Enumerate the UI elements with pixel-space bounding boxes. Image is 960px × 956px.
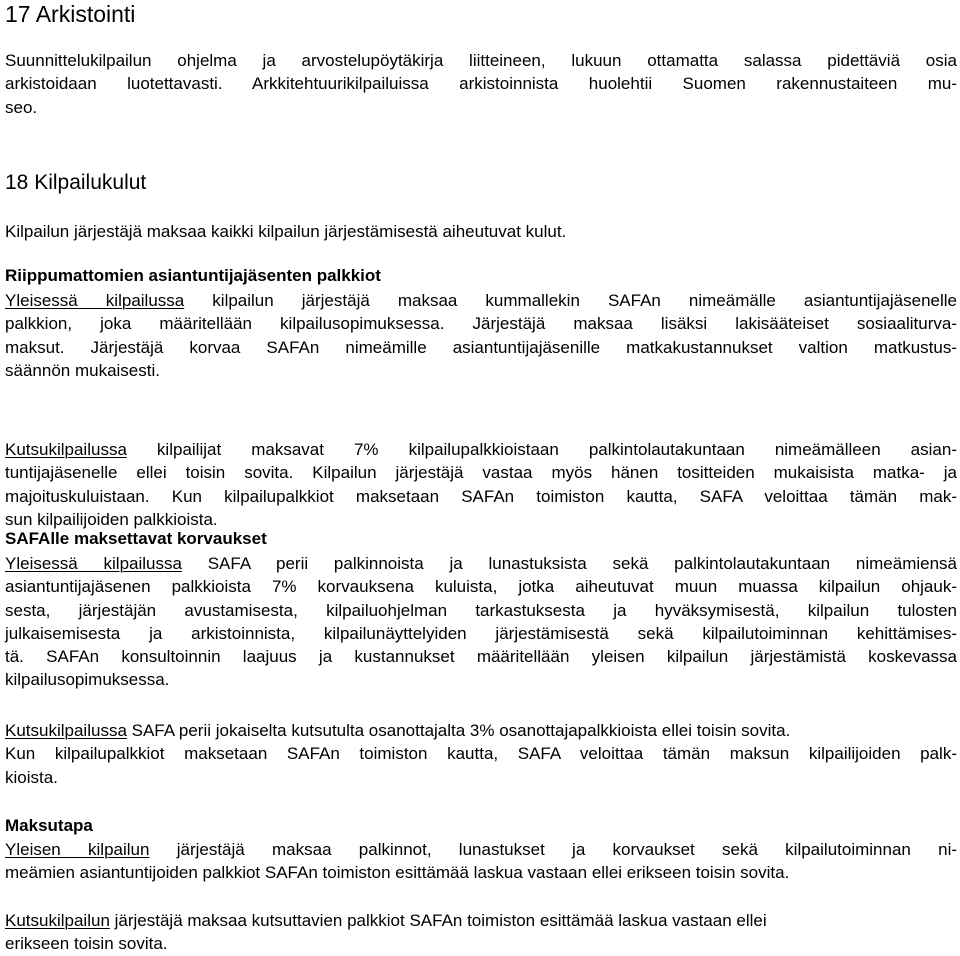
experts-invited-paragraph bbox=[5, 438, 957, 531]
section-17-title: 17 Arkistointi bbox=[5, 1, 136, 27]
payment-heading: Maksutapa bbox=[5, 816, 93, 835]
paragraph-line: Kutsukilpailussa SAFA perii jokaiselta kutsutulta osanottajalta 3% osanottajapalkkioista ellei toisin sovita. bbox=[5, 721, 791, 740]
general-competition-term: Yleisessä kilpailussa bbox=[5, 554, 182, 573]
archiving-paragraph bbox=[5, 49, 957, 119]
costs-intro-paragraph bbox=[5, 220, 957, 243]
paragraph-line: kilpailusopimuksessa. bbox=[5, 670, 170, 690]
paragraph-line: meämien asiantuntijoiden palkkiot SAFAn toimiston esittämää laskua vastaan ellei erikseen toisin sovita. bbox=[5, 863, 790, 883]
paragraph-line: asiantuntijajäsenen palkkioista 7% korvauksena kuluista, jotka aiheutuvat muun muassa kilpailun ohjauk- bbox=[5, 577, 957, 597]
paragraph-line: tuntijajäsenelle ellei toisin sovita. Kilpailun järjestäjä vastaa myös hänen tositteiden mukaisista matka- ja bbox=[5, 463, 957, 483]
paragraph-line: Yleisessä kilpailussa SAFA perii palkinnoista ja lunastuksista sekä palkintolautakuntaan nimeämiensä bbox=[5, 554, 958, 573]
paragraph-line: erikseen toisin sovita. bbox=[5, 934, 168, 954]
invited-competition-term: Kutsukilpailun bbox=[5, 911, 110, 930]
paragraph-line: Kutsukilpailun järjestäjä maksaa kutsuttavien palkkiot SAFAn toimiston esittämää laskua vastaan ellei bbox=[5, 911, 767, 930]
paragraph-line: säännön mukaisesti. bbox=[5, 360, 160, 380]
experts-fees-heading: Riippumattomien asiantuntijajäsenten palkkiot bbox=[5, 266, 381, 285]
paragraph-line: Kutsukilpailussa kilpailijat maksavat 7% kilpailupalkkioistaan palkintolautakuntaan nimeämälleen asian- bbox=[5, 440, 957, 459]
section-18-title: 18 Kilpailukulut bbox=[5, 171, 147, 194]
payment-general-paragraph bbox=[5, 838, 957, 885]
paragraph-line: Kun kilpailupalkkiot maksetaan SAFAn toimiston kautta, SAFA veloittaa tämän maksun kilpailijoiden palk- bbox=[5, 744, 957, 764]
paragraph-line: seo. bbox=[5, 97, 38, 117]
general-competition-term: Yleisessä kilpailussa bbox=[5, 291, 185, 310]
paragraph-line: maksut. Järjestäjä korvaa SAFAn nimeämille asiantuntijajäsenille matkakustannukset valtion matkustus- bbox=[5, 337, 957, 357]
paragraph-line: palkkion, joka määritellään kilpailusopimuksessa. Järjestäjä maksaa lisäksi lakisääteiset sosiaaliturva- bbox=[5, 314, 957, 334]
paragraph-line: tä. SAFAn konsultoinnin laajuus ja kustannukset määritellään yleisen kilpailun järjestämistä koskevassa bbox=[5, 647, 957, 667]
invited-competition-term: Kutsukilpailussa bbox=[5, 721, 127, 740]
safa-fees-heading: SAFAlle maksettavat korvaukset bbox=[5, 529, 267, 548]
paragraph-line: Yleisessä kilpailussa kilpailun järjestäjä maksaa kummallekin SAFAn nimeämälle asiantuntijajäsenelle bbox=[5, 291, 957, 310]
safa-invited-paragraph bbox=[5, 719, 957, 789]
paragraph-line: julkaisemisesta ja arkistoinnista, kilpailunäyttelyiden järjestämisestä sekä kilpailutoiminnan kehittämises- bbox=[5, 623, 957, 643]
payment-invited-paragraph bbox=[5, 909, 957, 956]
paragraph-line: Suunnittelukilpailun ohjelma ja arvostelupöytäkirja liitteineen, lukuun ottamatta salassa pidettäviä osia bbox=[5, 51, 957, 70]
paragraph-line: sesta, järjestäjän avustamisesta, kilpailuohjelman tarkastuksesta ja hyväksymisestä, kilpailun tulosten bbox=[5, 600, 957, 620]
paragraph-line: Kilpailun järjestäjä maksaa kaikki kilpailun järjestämisestä aiheutuvat kulut. bbox=[5, 222, 567, 241]
paragraph-line: kioista. bbox=[5, 767, 58, 787]
invited-competition-term: Kutsukilpailussa bbox=[5, 440, 127, 459]
paragraph-line: sun kilpailijoiden palkkioista. bbox=[5, 509, 218, 529]
paragraph-line: Yleisen kilpailun järjestäjä maksaa palkinnot, lunastukset ja korvaukset sekä kilpailutoiminnan ni- bbox=[5, 840, 958, 859]
general-competition-term: Yleisen kilpailun bbox=[5, 840, 150, 859]
paragraph-line: arkistoidaan luotettavasti. Arkkitehtuurikilpailuissa arkistoinnista huolehtii Suomen rakennustaiteen mu- bbox=[5, 74, 957, 94]
paragraph-line: majoituskuluistaan. Kun kilpailupalkkiot maksetaan SAFAn toimiston kautta, SAFA veloittaa tämän mak- bbox=[5, 486, 957, 506]
safa-general-paragraph bbox=[5, 552, 957, 692]
experts-general-paragraph bbox=[5, 289, 957, 382]
